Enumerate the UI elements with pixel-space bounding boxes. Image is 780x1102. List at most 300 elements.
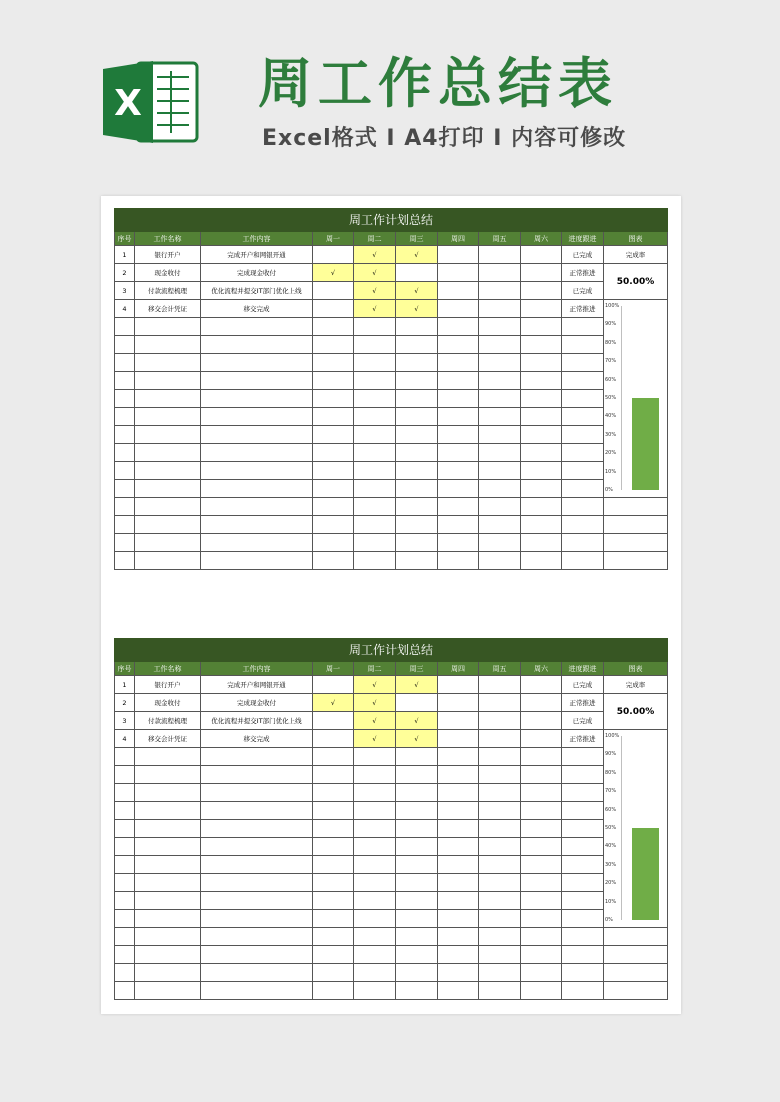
table-cell-empty[interactable]	[135, 336, 201, 354]
table-cell-empty[interactable]	[135, 552, 201, 570]
table-cell-empty[interactable]	[396, 372, 438, 390]
table-cell-empty[interactable]	[479, 534, 521, 552]
table-cell-fri[interactable]	[479, 694, 521, 712]
table-cell-mon[interactable]	[313, 730, 354, 748]
table-cell-empty[interactable]	[479, 444, 521, 462]
table-cell-empty[interactable]	[562, 928, 604, 946]
table-cell-empty[interactable]	[201, 748, 313, 766]
table-cell-empty[interactable]	[521, 928, 562, 946]
table-cell-empty[interactable]	[201, 516, 313, 534]
table-cell-empty[interactable]	[562, 946, 604, 964]
table-cell-empty[interactable]	[479, 336, 521, 354]
table-cell-empty[interactable]	[313, 408, 354, 426]
table-cell-empty[interactable]	[354, 820, 396, 838]
table-cell-empty[interactable]	[354, 802, 396, 820]
table-cell-empty[interactable]	[479, 928, 521, 946]
table-cell-empty[interactable]	[135, 856, 201, 874]
table-cell-fri[interactable]	[479, 730, 521, 748]
table-cell-empty[interactable]	[479, 820, 521, 838]
table-cell-progress[interactable]: 正常推进	[562, 730, 604, 748]
table-cell-name[interactable]: 银行开户	[135, 246, 201, 264]
table-cell-empty[interactable]	[479, 892, 521, 910]
table-cell-empty[interactable]	[313, 784, 354, 802]
table-cell-empty[interactable]	[562, 910, 604, 928]
table-cell-empty[interactable]	[438, 390, 479, 408]
table-cell-progress[interactable]: 已完成	[562, 246, 604, 264]
table-cell-empty[interactable]	[479, 354, 521, 372]
table-cell-empty[interactable]	[521, 838, 562, 856]
table-cell-content[interactable]: 完成现金收付	[201, 694, 313, 712]
table-cell-empty[interactable]	[521, 516, 562, 534]
table-cell-tue[interactable]: √	[354, 300, 396, 318]
table-cell-empty[interactable]	[604, 534, 668, 552]
table-cell-empty[interactable]	[562, 892, 604, 910]
table-cell-empty[interactable]	[604, 498, 668, 516]
table-cell-empty[interactable]	[201, 928, 313, 946]
table-cell-empty[interactable]	[354, 982, 396, 1000]
table-cell-empty[interactable]	[313, 946, 354, 964]
table-cell-empty[interactable]	[396, 534, 438, 552]
table-cell-empty[interactable]	[438, 444, 479, 462]
table-cell-empty[interactable]	[135, 372, 201, 390]
table-cell-empty[interactable]	[313, 480, 354, 498]
table-cell-empty[interactable]	[313, 874, 354, 892]
table-cell-empty[interactable]	[201, 480, 313, 498]
table-cell-empty[interactable]	[562, 982, 604, 1000]
table-cell-empty[interactable]	[201, 802, 313, 820]
table-cell-empty[interactable]	[562, 748, 604, 766]
table-cell-empty[interactable]	[313, 516, 354, 534]
table-cell-empty[interactable]	[313, 318, 354, 336]
table-cell-thu[interactable]	[438, 300, 479, 318]
table-cell-empty[interactable]	[135, 820, 201, 838]
table-cell-empty[interactable]	[438, 748, 479, 766]
table-cell-empty[interactable]	[135, 748, 201, 766]
table-cell-empty[interactable]	[479, 498, 521, 516]
table-cell-empty[interactable]	[479, 318, 521, 336]
table-cell-empty[interactable]	[135, 928, 201, 946]
table-cell-empty[interactable]	[438, 856, 479, 874]
table-cell-empty[interactable]	[396, 516, 438, 534]
table-cell-wed[interactable]	[396, 694, 438, 712]
table-cell-empty[interactable]	[396, 982, 438, 1000]
table-cell-empty[interactable]	[521, 964, 562, 982]
table-cell-empty[interactable]	[396, 838, 438, 856]
table-cell-empty[interactable]	[114, 838, 135, 856]
table-cell-empty[interactable]	[313, 552, 354, 570]
table-cell-empty[interactable]	[135, 390, 201, 408]
table-cell-content[interactable]: 完成开户和网银开通	[201, 246, 313, 264]
table-cell-empty[interactable]	[562, 516, 604, 534]
table-cell-empty[interactable]	[114, 946, 135, 964]
table-cell-empty[interactable]	[562, 354, 604, 372]
table-cell-empty[interactable]	[135, 838, 201, 856]
table-cell-empty[interactable]	[114, 748, 135, 766]
table-cell-no[interactable]: 4	[114, 300, 135, 318]
table-cell-empty[interactable]	[521, 820, 562, 838]
table-cell-empty[interactable]	[479, 946, 521, 964]
table-cell-empty[interactable]	[313, 928, 354, 946]
table-cell-empty[interactable]	[562, 444, 604, 462]
table-cell-empty[interactable]	[521, 946, 562, 964]
table-cell-empty[interactable]	[114, 552, 135, 570]
table-cell-empty[interactable]	[604, 964, 668, 982]
table-cell-content[interactable]: 完成开户和网银开通	[201, 676, 313, 694]
table-cell-empty[interactable]	[201, 874, 313, 892]
table-cell-empty[interactable]	[479, 516, 521, 534]
table-cell-empty[interactable]	[396, 964, 438, 982]
table-cell-empty[interactable]	[135, 802, 201, 820]
table-cell-empty[interactable]	[354, 390, 396, 408]
table-cell-empty[interactable]	[562, 874, 604, 892]
table-cell-empty[interactable]	[521, 336, 562, 354]
table-cell-empty[interactable]	[521, 426, 562, 444]
table-cell-empty[interactable]	[521, 982, 562, 1000]
table-cell-empty[interactable]	[438, 408, 479, 426]
table-cell-empty[interactable]	[313, 534, 354, 552]
table-cell-empty[interactable]	[135, 766, 201, 784]
table-cell-empty[interactable]	[396, 802, 438, 820]
table-cell-empty[interactable]	[396, 874, 438, 892]
table-cell-empty[interactable]	[114, 928, 135, 946]
table-cell-empty[interactable]	[396, 784, 438, 802]
table-cell-empty[interactable]	[562, 802, 604, 820]
table-cell-empty[interactable]	[114, 390, 135, 408]
table-cell-progress[interactable]: 已完成	[562, 676, 604, 694]
table-cell-empty[interactable]	[562, 498, 604, 516]
table-cell-empty[interactable]	[354, 480, 396, 498]
table-cell-empty[interactable]	[354, 748, 396, 766]
table-cell-empty[interactable]	[354, 318, 396, 336]
table-cell-empty[interactable]	[201, 892, 313, 910]
table-cell-empty[interactable]	[201, 498, 313, 516]
table-cell-empty[interactable]	[479, 838, 521, 856]
table-cell-empty[interactable]	[521, 856, 562, 874]
table-cell-empty[interactable]	[354, 444, 396, 462]
table-cell-empty[interactable]	[313, 444, 354, 462]
table-cell-empty[interactable]	[135, 426, 201, 444]
table-cell-name[interactable]: 现金收付	[135, 694, 201, 712]
table-cell-empty[interactable]	[114, 964, 135, 982]
table-cell-mon[interactable]: √	[313, 264, 354, 282]
table-cell-empty[interactable]	[438, 766, 479, 784]
table-cell-empty[interactable]	[354, 784, 396, 802]
table-cell-empty[interactable]	[479, 462, 521, 480]
table-cell-empty[interactable]	[201, 910, 313, 928]
table-cell-tue[interactable]: √	[354, 264, 396, 282]
table-cell-empty[interactable]	[438, 462, 479, 480]
table-cell-empty[interactable]	[479, 856, 521, 874]
table-cell-empty[interactable]	[438, 964, 479, 982]
table-cell-empty[interactable]	[313, 856, 354, 874]
table-cell-thu[interactable]	[438, 282, 479, 300]
table-cell-empty[interactable]	[114, 444, 135, 462]
table-cell-name[interactable]: 移交会计凭证	[135, 300, 201, 318]
table-cell-empty[interactable]	[114, 516, 135, 534]
table-cell-tue[interactable]: √	[354, 712, 396, 730]
table-cell-empty[interactable]	[521, 552, 562, 570]
table-cell-empty[interactable]	[521, 444, 562, 462]
table-cell-empty[interactable]	[135, 874, 201, 892]
table-cell-progress[interactable]: 已完成	[562, 712, 604, 730]
table-cell-empty[interactable]	[521, 534, 562, 552]
table-cell-empty[interactable]	[135, 516, 201, 534]
table-cell-empty[interactable]	[313, 336, 354, 354]
table-cell-fri[interactable]	[479, 264, 521, 282]
table-cell-tue[interactable]: √	[354, 282, 396, 300]
table-cell-empty[interactable]	[201, 838, 313, 856]
table-cell-empty[interactable]	[135, 946, 201, 964]
table-cell-empty[interactable]	[479, 802, 521, 820]
table-cell-name[interactable]: 移交会计凭证	[135, 730, 201, 748]
table-cell-thu[interactable]	[438, 712, 479, 730]
table-cell-empty[interactable]	[396, 820, 438, 838]
table-cell-empty[interactable]	[479, 390, 521, 408]
table-cell-empty[interactable]	[479, 426, 521, 444]
table-cell-empty[interactable]	[521, 390, 562, 408]
table-cell-wed[interactable]: √	[396, 282, 438, 300]
table-cell-empty[interactable]	[438, 516, 479, 534]
table-cell-empty[interactable]	[201, 372, 313, 390]
table-cell-empty[interactable]	[521, 784, 562, 802]
table-cell-empty[interactable]	[114, 766, 135, 784]
table-cell-empty[interactable]	[562, 318, 604, 336]
table-cell-empty[interactable]	[354, 874, 396, 892]
table-cell-empty[interactable]	[313, 748, 354, 766]
table-cell-empty[interactable]	[396, 444, 438, 462]
table-cell-empty[interactable]	[114, 372, 135, 390]
table-cell-empty[interactable]	[438, 498, 479, 516]
table-cell-empty[interactable]	[114, 318, 135, 336]
table-cell-empty[interactable]	[438, 892, 479, 910]
table-cell-empty[interactable]	[114, 462, 135, 480]
table-cell-wed[interactable]: √	[396, 676, 438, 694]
table-cell-name[interactable]: 银行开户	[135, 676, 201, 694]
table-cell-empty[interactable]	[313, 766, 354, 784]
table-cell-empty[interactable]	[201, 946, 313, 964]
table-cell-empty[interactable]	[313, 910, 354, 928]
table-cell-empty[interactable]	[201, 534, 313, 552]
table-cell-empty[interactable]	[521, 892, 562, 910]
table-cell-empty[interactable]	[396, 856, 438, 874]
table-cell-thu[interactable]	[438, 730, 479, 748]
table-cell-empty[interactable]	[479, 552, 521, 570]
table-cell-empty[interactable]	[562, 552, 604, 570]
table-cell-wed[interactable]: √	[396, 300, 438, 318]
table-cell-sat[interactable]	[521, 694, 562, 712]
table-cell-empty[interactable]	[521, 480, 562, 498]
table-cell-fri[interactable]	[479, 676, 521, 694]
table-cell-empty[interactable]	[438, 784, 479, 802]
table-cell-name[interactable]: 付款流程梳理	[135, 282, 201, 300]
table-cell-no[interactable]: 2	[114, 694, 135, 712]
table-cell-empty[interactable]	[114, 426, 135, 444]
table-cell-content[interactable]: 移交完成	[201, 300, 313, 318]
table-cell-empty[interactable]	[354, 552, 396, 570]
table-cell-empty[interactable]	[396, 426, 438, 444]
table-cell-empty[interactable]	[114, 982, 135, 1000]
table-cell-empty[interactable]	[521, 498, 562, 516]
table-cell-empty[interactable]	[114, 408, 135, 426]
table-cell-empty[interactable]	[396, 928, 438, 946]
table-cell-empty[interactable]	[313, 838, 354, 856]
table-cell-empty[interactable]	[396, 462, 438, 480]
table-cell-name[interactable]: 付款流程梳理	[135, 712, 201, 730]
table-cell-empty[interactable]	[562, 766, 604, 784]
table-cell-mon[interactable]	[313, 300, 354, 318]
table-cell-empty[interactable]	[521, 748, 562, 766]
table-cell-empty[interactable]	[396, 766, 438, 784]
table-cell-empty[interactable]	[135, 480, 201, 498]
table-cell-empty[interactable]	[313, 892, 354, 910]
table-cell-empty[interactable]	[114, 856, 135, 874]
table-cell-empty[interactable]	[201, 784, 313, 802]
table-cell-mon[interactable]	[313, 676, 354, 694]
table-cell-empty[interactable]	[521, 874, 562, 892]
table-cell-empty[interactable]	[201, 856, 313, 874]
table-cell-empty[interactable]	[562, 784, 604, 802]
table-cell-progress[interactable]: 已完成	[562, 282, 604, 300]
table-cell-empty[interactable]	[479, 372, 521, 390]
table-cell-empty[interactable]	[114, 802, 135, 820]
table-cell-empty[interactable]	[114, 336, 135, 354]
table-cell-sat[interactable]	[521, 730, 562, 748]
table-cell-empty[interactable]	[201, 964, 313, 982]
table-cell-empty[interactable]	[354, 516, 396, 534]
table-cell-sat[interactable]	[521, 676, 562, 694]
table-cell-empty[interactable]	[354, 892, 396, 910]
table-cell-progress[interactable]: 正常推进	[562, 694, 604, 712]
table-cell-empty[interactable]	[562, 408, 604, 426]
table-cell-empty[interactable]	[201, 318, 313, 336]
table-cell-empty[interactable]	[313, 426, 354, 444]
table-cell-empty[interactable]	[438, 426, 479, 444]
table-cell-name[interactable]: 现金收付	[135, 264, 201, 282]
table-cell-empty[interactable]	[562, 856, 604, 874]
table-cell-empty[interactable]	[562, 372, 604, 390]
table-cell-content[interactable]: 优化流程并提交IT部门优化上线	[201, 282, 313, 300]
table-cell-empty[interactable]	[354, 462, 396, 480]
table-cell-empty[interactable]	[135, 982, 201, 1000]
table-cell-empty[interactable]	[479, 982, 521, 1000]
table-cell-empty[interactable]	[114, 534, 135, 552]
table-cell-empty[interactable]	[604, 552, 668, 570]
table-cell-empty[interactable]	[521, 372, 562, 390]
table-cell-empty[interactable]	[479, 874, 521, 892]
table-cell-empty[interactable]	[135, 462, 201, 480]
table-cell-empty[interactable]	[438, 552, 479, 570]
table-cell-empty[interactable]	[479, 964, 521, 982]
table-cell-tue[interactable]: √	[354, 730, 396, 748]
table-cell-fri[interactable]	[479, 246, 521, 264]
table-cell-empty[interactable]	[114, 910, 135, 928]
table-cell-thu[interactable]	[438, 676, 479, 694]
table-cell-empty[interactable]	[562, 964, 604, 982]
table-cell-mon[interactable]	[313, 282, 354, 300]
table-cell-empty[interactable]	[135, 534, 201, 552]
table-cell-empty[interactable]	[521, 910, 562, 928]
table-cell-empty[interactable]	[396, 748, 438, 766]
table-cell-empty[interactable]	[201, 354, 313, 372]
table-cell-empty[interactable]	[201, 408, 313, 426]
table-cell-content[interactable]: 优化流程并提交IT部门优化上线	[201, 712, 313, 730]
table-cell-mon[interactable]	[313, 246, 354, 264]
table-cell-empty[interactable]	[201, 336, 313, 354]
table-cell-empty[interactable]	[562, 426, 604, 444]
table-cell-empty[interactable]	[135, 498, 201, 516]
table-cell-empty[interactable]	[313, 802, 354, 820]
table-cell-empty[interactable]	[313, 498, 354, 516]
table-cell-empty[interactable]	[313, 462, 354, 480]
table-cell-empty[interactable]	[354, 856, 396, 874]
table-cell-no[interactable]: 3	[114, 712, 135, 730]
table-cell-empty[interactable]	[396, 354, 438, 372]
table-cell-thu[interactable]	[438, 694, 479, 712]
table-cell-fri[interactable]	[479, 282, 521, 300]
table-cell-empty[interactable]	[396, 480, 438, 498]
table-cell-fri[interactable]	[479, 300, 521, 318]
table-cell-no[interactable]: 1	[114, 246, 135, 264]
table-cell-empty[interactable]	[114, 874, 135, 892]
table-cell-empty[interactable]	[114, 892, 135, 910]
table-cell-empty[interactable]	[396, 498, 438, 516]
table-cell-empty[interactable]	[438, 820, 479, 838]
table-cell-content[interactable]: 移交完成	[201, 730, 313, 748]
table-cell-empty[interactable]	[438, 372, 479, 390]
table-cell-empty[interactable]	[201, 444, 313, 462]
table-cell-empty[interactable]	[562, 390, 604, 408]
table-cell-empty[interactable]	[313, 982, 354, 1000]
table-cell-empty[interactable]	[438, 838, 479, 856]
table-cell-empty[interactable]	[396, 946, 438, 964]
table-cell-empty[interactable]	[438, 318, 479, 336]
table-cell-empty[interactable]	[438, 910, 479, 928]
table-cell-empty[interactable]	[135, 354, 201, 372]
table-cell-fri[interactable]	[479, 712, 521, 730]
table-cell-empty[interactable]	[562, 480, 604, 498]
table-cell-empty[interactable]	[396, 408, 438, 426]
table-cell-empty[interactable]	[354, 928, 396, 946]
table-cell-empty[interactable]	[562, 462, 604, 480]
table-cell-empty[interactable]	[521, 318, 562, 336]
table-cell-empty[interactable]	[438, 928, 479, 946]
table-cell-sat[interactable]	[521, 300, 562, 318]
table-cell-empty[interactable]	[354, 946, 396, 964]
table-cell-progress[interactable]: 正常推进	[562, 300, 604, 318]
table-cell-empty[interactable]	[521, 408, 562, 426]
table-cell-empty[interactable]	[396, 910, 438, 928]
table-cell-no[interactable]: 4	[114, 730, 135, 748]
table-cell-no[interactable]: 3	[114, 282, 135, 300]
table-cell-empty[interactable]	[114, 784, 135, 802]
table-cell-empty[interactable]	[201, 820, 313, 838]
table-cell-empty[interactable]	[114, 820, 135, 838]
table-cell-content[interactable]: 完成现金收付	[201, 264, 313, 282]
table-cell-tue[interactable]: √	[354, 246, 396, 264]
table-cell-empty[interactable]	[479, 480, 521, 498]
table-cell-thu[interactable]	[438, 246, 479, 264]
table-cell-empty[interactable]	[354, 838, 396, 856]
table-cell-empty[interactable]	[604, 946, 668, 964]
table-cell-empty[interactable]	[604, 516, 668, 534]
table-cell-empty[interactable]	[438, 946, 479, 964]
table-cell-empty[interactable]	[604, 982, 668, 1000]
table-cell-mon[interactable]: √	[313, 694, 354, 712]
table-cell-empty[interactable]	[562, 820, 604, 838]
table-cell-sat[interactable]	[521, 282, 562, 300]
table-cell-empty[interactable]	[479, 784, 521, 802]
table-cell-empty[interactable]	[521, 802, 562, 820]
